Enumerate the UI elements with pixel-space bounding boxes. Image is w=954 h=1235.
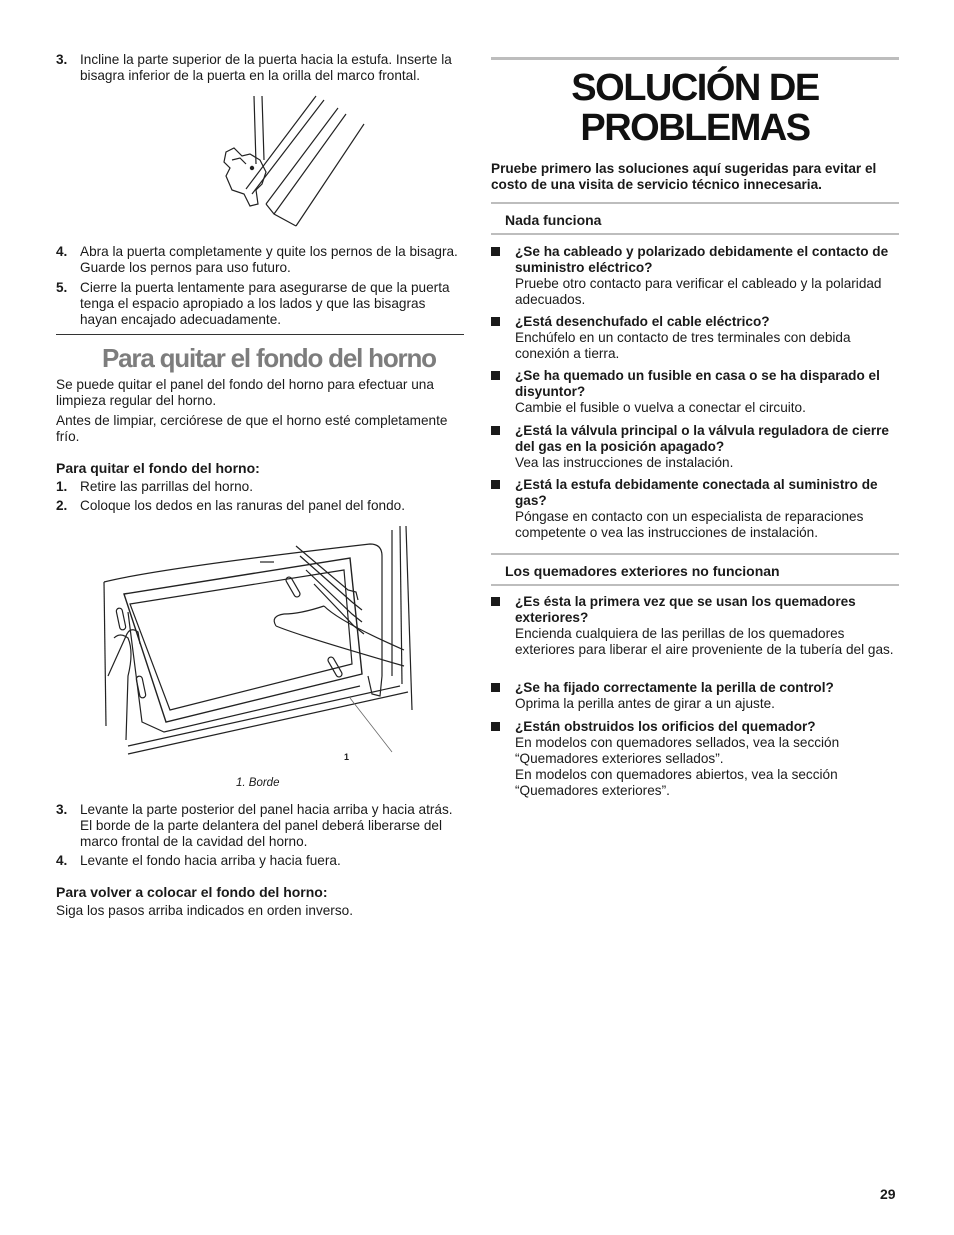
page-number: 29: [880, 1186, 896, 1202]
answer: Cambie el fusible o vuelva a conectar el circuito.: [515, 400, 806, 415]
list-item: [491, 594, 899, 658]
section-heading: Nada funciona: [505, 212, 602, 228]
section-rule: [491, 553, 899, 555]
section-heading: Los quemadores exteriores no funcionan: [505, 563, 780, 579]
list-item: [491, 477, 899, 541]
step-item: [56, 802, 464, 850]
door-hinge-illustration: [166, 94, 366, 234]
answer: Oprima la perilla antes de girar a un ajuste.: [515, 696, 775, 711]
step-item: [56, 280, 464, 328]
step-number: 4.: [56, 853, 68, 868]
section-rule: [491, 584, 899, 586]
step-item: [56, 479, 464, 495]
section-divider: [56, 334, 464, 335]
answer: En modelos con quemadores sellados, vea la sección “Quemadores exteriores sellados”.: [515, 735, 840, 766]
answer: Encienda cualquiera de las perillas de los quemadores exteriores para liberar el aire proveniente de la tubería del gas.: [515, 626, 894, 657]
paragraph: Se puede quitar el panel del fondo del horno para efectuar una limpieza regular del horno.: [56, 377, 434, 408]
oven-bottom-illustration: [100, 526, 430, 766]
bullet-square-icon: [491, 722, 500, 731]
step-number: 2.: [56, 498, 68, 513]
step-text: Abra la puerta completamente y quite los pernos de la bisagra. Guarde los pernos para uso futuro.: [80, 244, 458, 275]
question: ¿Se ha fijado correctamente la perilla de control?: [515, 680, 834, 695]
step-text: Retire las parrillas del horno.: [80, 479, 254, 494]
question: ¿Se ha quemado un fusible en casa o se ha disparado el disyuntor?: [515, 368, 880, 399]
answer: Pruebe otro contacto para verificar el cableado y la polaridad adecuados.: [515, 276, 882, 307]
list-item: [491, 244, 899, 308]
list-item: [491, 680, 899, 712]
list-item: [491, 368, 899, 416]
step-text: Cierre la puerta lentamente para asegurarse de que la puerta tenga el espacio apropiado a los lados y que las bisagras hayan encajado adecuadamente.: [80, 280, 450, 327]
list-item: [491, 314, 899, 362]
bullet-square-icon: [491, 426, 500, 435]
step-number: 3.: [56, 802, 68, 817]
step-text: Levante el fondo hacia arriba y hacia fuera.: [80, 853, 341, 868]
section-rule: [491, 233, 899, 235]
answer: Enchúfelo en un contacto de tres terminales con debida conexión a tierra.: [515, 330, 851, 361]
bullet-square-icon: [491, 683, 500, 692]
list-item: [491, 423, 899, 471]
list-item: [491, 719, 899, 799]
subheading: Para volver a colocar el fondo del horno:: [56, 884, 328, 900]
question: ¿Está la válvula principal o la válvula reguladora de cierre del gas en la posición apagado?: [515, 423, 889, 454]
section-rule: [491, 202, 899, 204]
figure-callout: 1: [344, 752, 350, 762]
step-item: [56, 853, 464, 869]
bullet-square-icon: [491, 371, 500, 380]
step-number: 3.: [56, 52, 68, 67]
section-title: Para quitar el fondo del horno: [102, 343, 436, 373]
subheading: Para quitar el fondo del horno:: [56, 460, 260, 476]
step-number: 1.: [56, 479, 68, 494]
intro-text: Pruebe primero las soluciones aquí sugeridas para evitar el costo de una visita de servicio técnico innecesaria.: [491, 161, 877, 192]
title-rule: [491, 57, 899, 60]
step-text: Coloque los dedos en las ranuras del panel del fondo.: [80, 498, 405, 513]
bullet-square-icon: [491, 247, 500, 256]
step-number: 4.: [56, 244, 68, 259]
bullet-square-icon: [491, 317, 500, 326]
paragraph: Antes de limpiar, cerciórese de que el horno esté completamente frío.: [56, 413, 448, 444]
bullet-square-icon: [491, 480, 500, 489]
step-item: [56, 498, 464, 514]
figure-caption: 1. Borde: [236, 777, 280, 789]
step-text: Incline la parte superior de la puerta hacia la estufa. Inserte la bisagra inferior de la puerta en la orilla del marco frontal.: [80, 52, 452, 83]
question: ¿Se ha cableado y polarizado debidamente el contacto de suministro eléctrico?: [515, 244, 889, 275]
question: ¿Está desenchufado el cable eléctrico?: [515, 314, 770, 329]
page-title-line: PROBLEMAS: [580, 107, 810, 149]
page-title: [491, 68, 899, 148]
paragraph: Siga los pasos arriba indicados en orden inverso.: [56, 903, 353, 918]
question: ¿Están obstruidos los orificios del quemador?: [515, 719, 816, 734]
step-item: [56, 52, 464, 84]
answer: Vea las instrucciones de instalación.: [515, 455, 734, 470]
bullet-square-icon: [491, 597, 500, 606]
answer: Póngase en contacto con un especialista de reparaciones competente o vea las instrucciones de instalación.: [515, 509, 864, 540]
step-text: Levante la parte posterior del panel hacia arriba y hacia atrás. El borde de la parte delantera del panel deberá liberarse del marco frontal de la cavidad del horno.: [80, 802, 453, 849]
question: ¿Es ésta la primera vez que se usan los quemadores exteriores?: [515, 594, 856, 625]
step-item: [56, 244, 464, 276]
answer: En modelos con quemadores abiertos, vea la sección “Quemadores exteriores”.: [515, 767, 838, 798]
step-number: 5.: [56, 280, 68, 295]
question: ¿Está la estufa debidamente conectada al suministro de gas?: [515, 477, 878, 508]
page-title-line: SOLUCIÓN DE: [571, 67, 819, 109]
